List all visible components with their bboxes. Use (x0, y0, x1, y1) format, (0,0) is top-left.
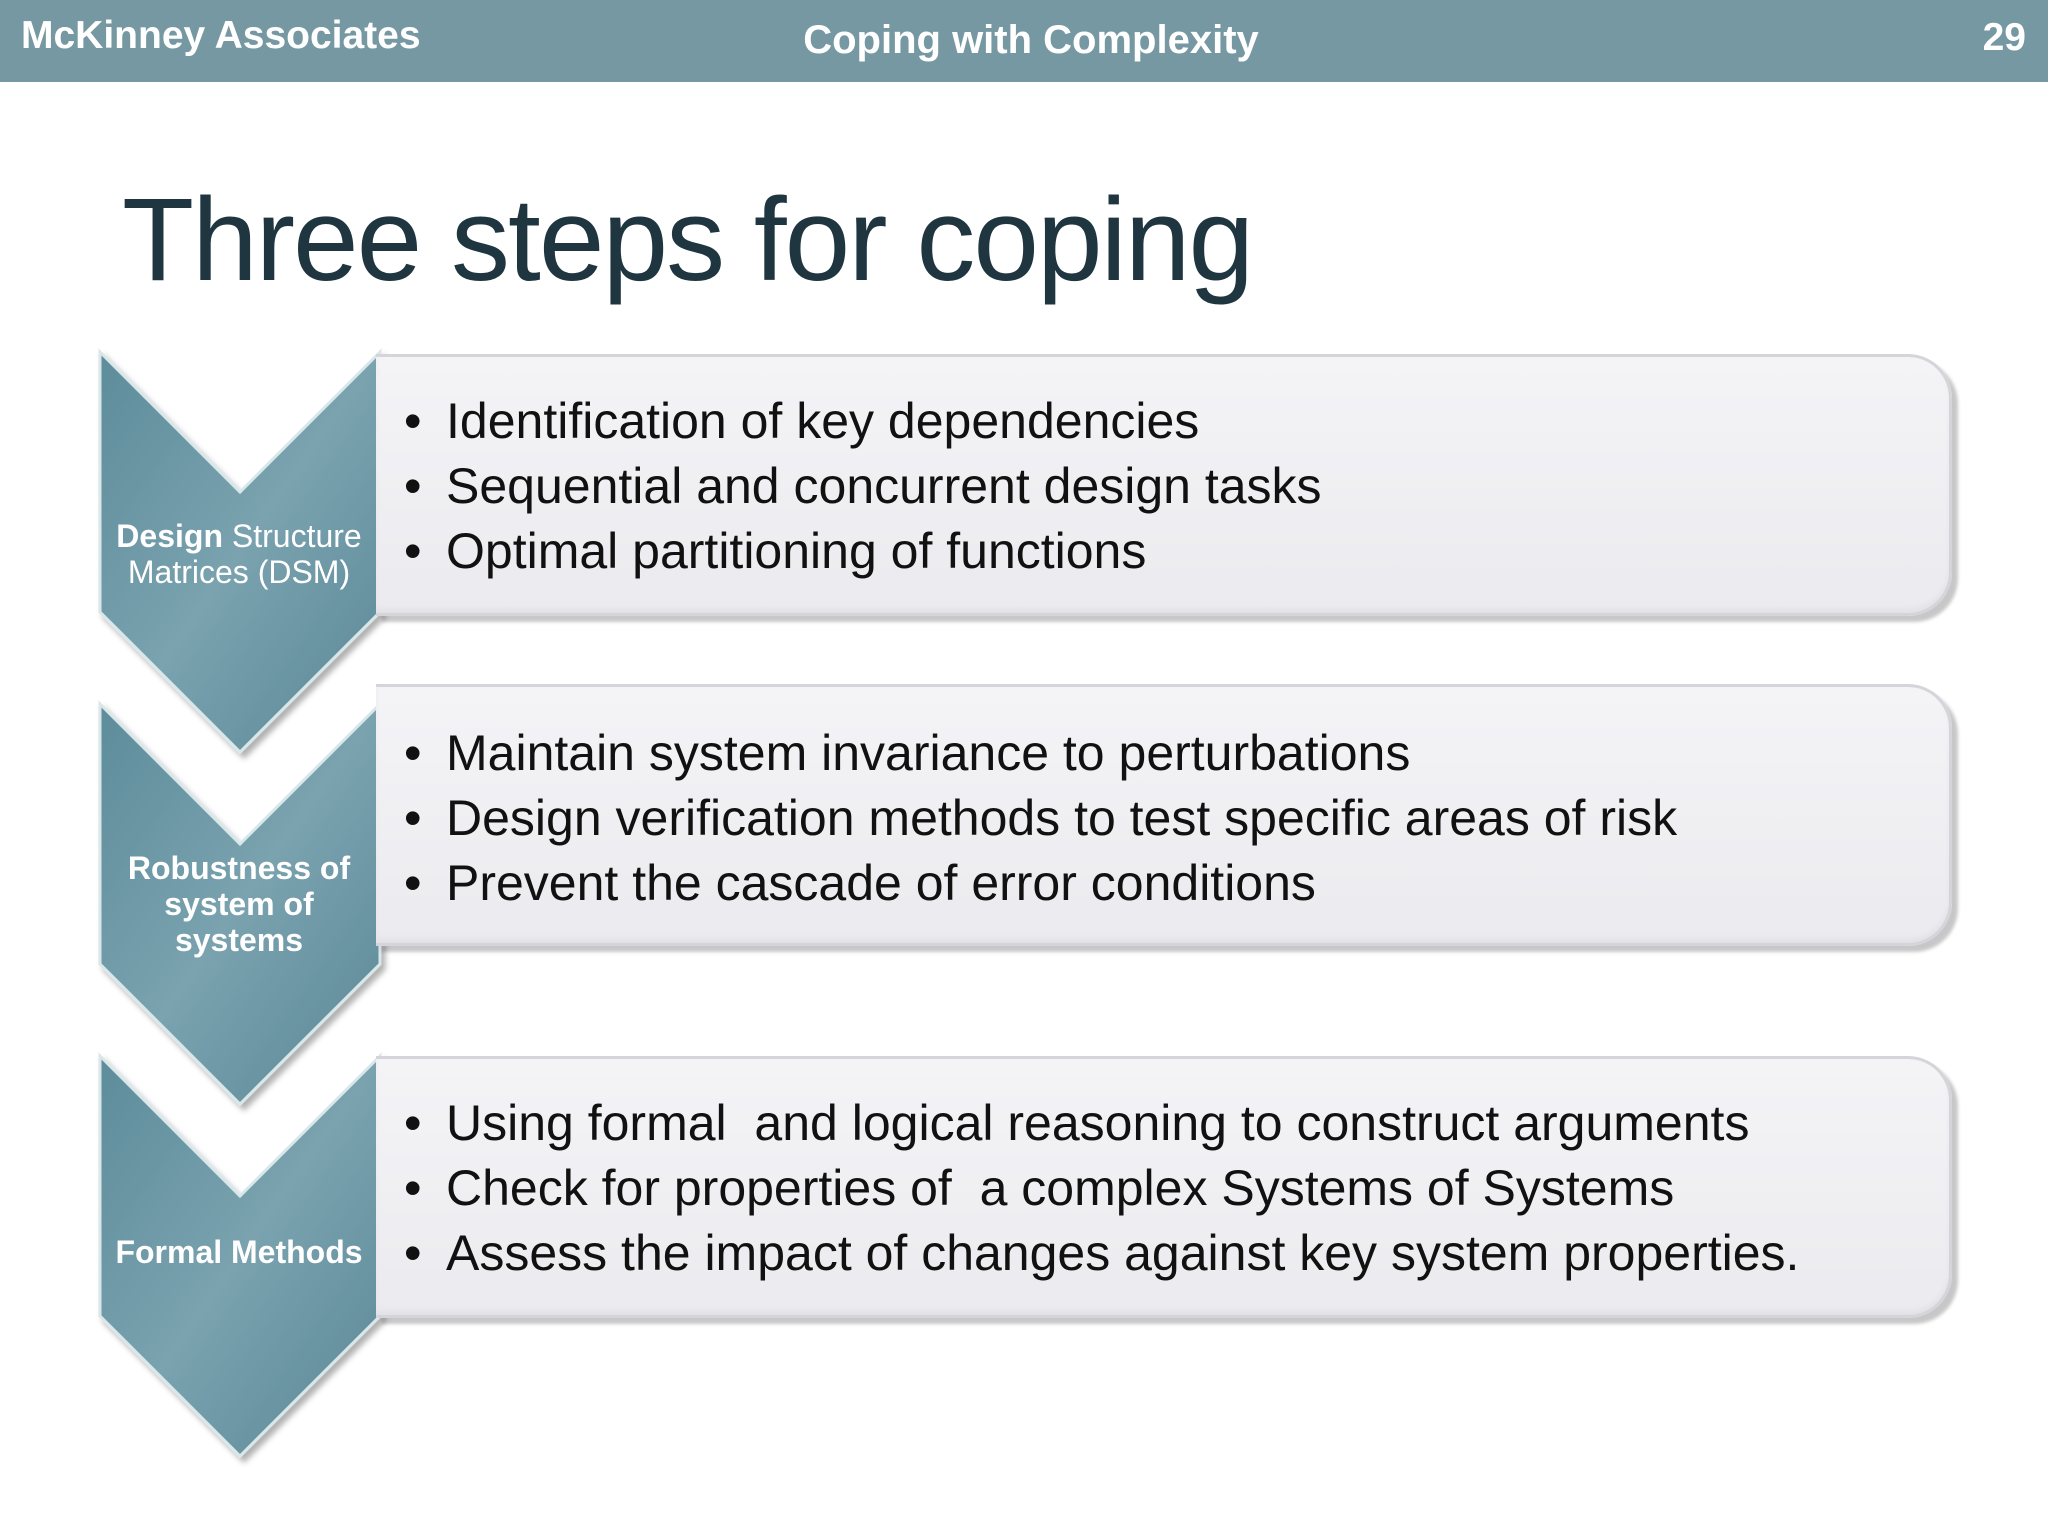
step-label-1-rest: Structure Matrices (DSM) (127, 518, 362, 590)
step-2-bullet-3: • Prevent the cascade of error conditions (376, 851, 1949, 916)
step-label-2-bold: Robustness of system of systems (127, 850, 351, 958)
step-2-bullets (376, 721, 1949, 916)
slide-title: Three steps for coping (122, 174, 1253, 306)
page-number: 29 (1982, 16, 2026, 59)
step-3-bullet-3: • Assess the impact of changes against key system properties. (376, 1221, 1949, 1286)
step-3-bullets (376, 1091, 1949, 1286)
step-2-bullet-1: • Maintain system invariance to perturbations (376, 721, 1949, 786)
step-1-bullet-3: • Optimal partitioning of functions (376, 519, 1949, 584)
step-1-bullet-1: • Identification of key dependencies (376, 389, 1949, 454)
step-label-1-bold: Design (116, 518, 223, 554)
step-label-2 (104, 850, 374, 958)
step-1-bullets (376, 389, 1949, 584)
step-label-3 (104, 1234, 374, 1270)
organization-name: McKinney Associates (21, 14, 421, 57)
step-panel-2 (376, 684, 1952, 946)
step-1-bullet-2: • Sequential and concurrent design tasks (376, 454, 1949, 519)
step-3-bullet-1: • Using formal and logical reasoning to construct arguments (376, 1091, 1949, 1156)
slide-topic: Coping with Complexity (803, 18, 1259, 62)
step-3-bullet-2: • Check for properties of a complex Systems of Systems (376, 1156, 1949, 1221)
step-panel-1 (376, 354, 1952, 616)
step-panel-3 (376, 1056, 1952, 1318)
step-label-1 (104, 518, 374, 590)
step-2-bullet-2: • Design verification methods to test specific areas of risk (376, 786, 1949, 851)
step-label-3-bold: Formal Methods (115, 1234, 363, 1270)
